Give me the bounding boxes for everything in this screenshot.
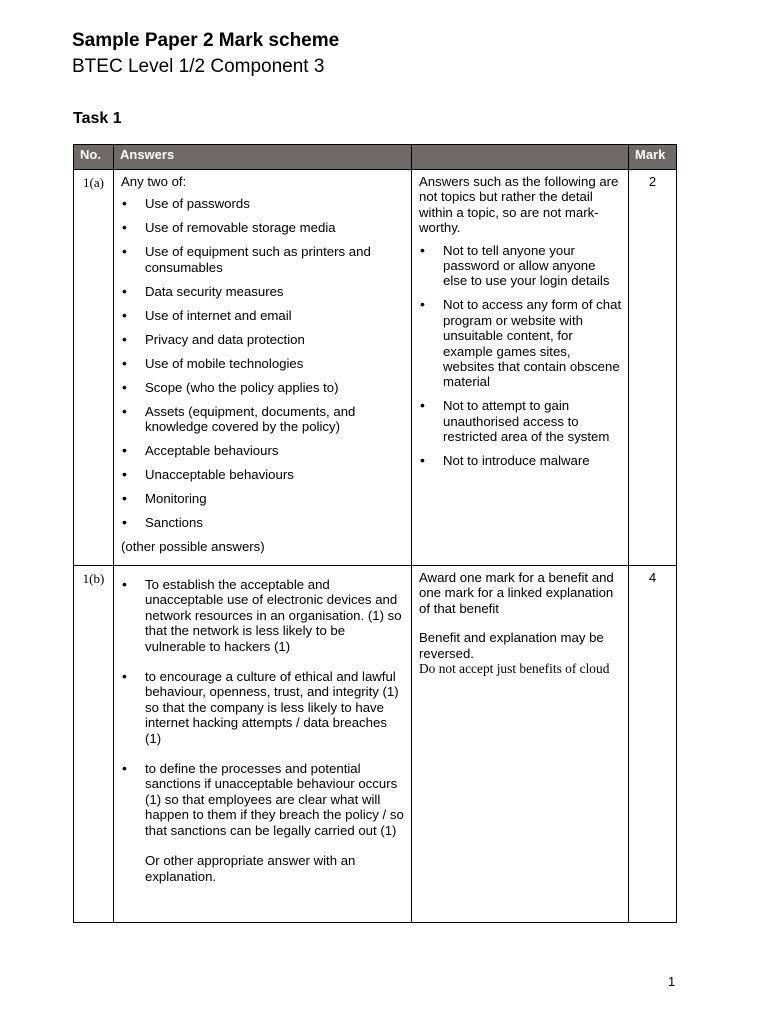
document-subtitle: BTEC Level 1/2 Component 3 xyxy=(72,56,325,77)
header-no: No. xyxy=(74,145,114,170)
list-item: • Sanctions xyxy=(121,515,405,530)
table-header-row xyxy=(74,145,677,170)
guidance-paragraph: Do not accept just benefits of cloud xyxy=(419,661,610,677)
answers-tail: Or other appropriate answer with an explanation. xyxy=(145,853,356,884)
guidance-paragraph: Award one mark for a benefit and one mark for a linked explanation of that benefit xyxy=(419,570,614,616)
answers-tail: (other possible answers) xyxy=(121,539,265,555)
guidance-cell xyxy=(412,566,629,923)
question-number: 1(a) xyxy=(74,170,114,566)
list-item: • Assets (equipment, documents, and knowledge covered by the policy) xyxy=(121,404,405,435)
task-heading: Task 1 xyxy=(73,110,122,127)
page-number: 1 xyxy=(668,974,676,989)
list-item: • Use of equipment such as printers and consumables xyxy=(121,244,405,275)
list-item: • Use of passwords xyxy=(121,196,405,211)
guidance-intro: Answers such as the following are not topics but rather the detail within a topic, so are not mark-worthy. xyxy=(419,174,619,236)
header-notes xyxy=(412,145,629,170)
table-row xyxy=(74,566,677,923)
list-item: • Not to attempt to gain unauthorised access to restricted area of the system xyxy=(419,398,622,444)
list-item: • Use of internet and email xyxy=(121,308,405,323)
list-item: • Not to tell anyone your password or allow anyone else to use your login details xyxy=(419,243,622,289)
mark-value: 4 xyxy=(629,566,677,923)
question-number: 1(b) xyxy=(74,566,114,923)
header-answers: Answers xyxy=(114,145,412,170)
list-item: • Data security measures xyxy=(121,284,405,299)
list-item: • To establish the acceptable and unacceptable use of electronic devices and network resources in an organisation. (1) so that the network is less likely to be vulnerable to hackers (1) xyxy=(121,577,405,654)
list-item: • Acceptable behaviours xyxy=(121,443,405,458)
list-item: • Unacceptable behaviours xyxy=(121,467,405,482)
answers-intro: Any two of: xyxy=(121,174,187,189)
list-item: • Not to access any form of chat program or website with unsuitable content, for example games sites, websites that contain obscene material xyxy=(419,297,622,389)
answers-cell xyxy=(114,566,412,923)
answers-cell xyxy=(114,170,412,566)
header-mark: Mark xyxy=(629,145,677,170)
document-title: Sample Paper 2 Mark scheme xyxy=(72,30,340,51)
list-item: • Not to introduce malware xyxy=(419,453,622,468)
list-item: • to encourage a culture of ethical and lawful behaviour, openness, trust, and integrity (1) so that the company is less likely to have internet hacking attempts / data breaches (1) xyxy=(121,669,405,746)
list-item: • Privacy and data protection xyxy=(121,332,405,347)
list-item: • Scope (who the policy applies to) xyxy=(121,380,405,395)
list-item: • Use of mobile technologies xyxy=(121,356,405,371)
guidance-paragraph: Benefit and explanation may be reversed. xyxy=(419,630,604,661)
table-row xyxy=(74,170,677,566)
answers-list xyxy=(121,577,405,838)
mark-value: 2 xyxy=(629,170,677,566)
list-item: • to define the processes and potential sanctions if unacceptable behaviour occurs (1) so that employees are clear what will happen to them if they breach the policy / so that sanctions can be legally carried out (1) xyxy=(121,761,405,838)
answers-list xyxy=(121,196,405,530)
mark-scheme-table xyxy=(73,144,677,923)
guidance-cell xyxy=(412,170,629,566)
list-item: • Monitoring xyxy=(121,491,405,506)
list-item: • Use of removable storage media xyxy=(121,220,405,235)
guidance-list xyxy=(419,243,622,469)
